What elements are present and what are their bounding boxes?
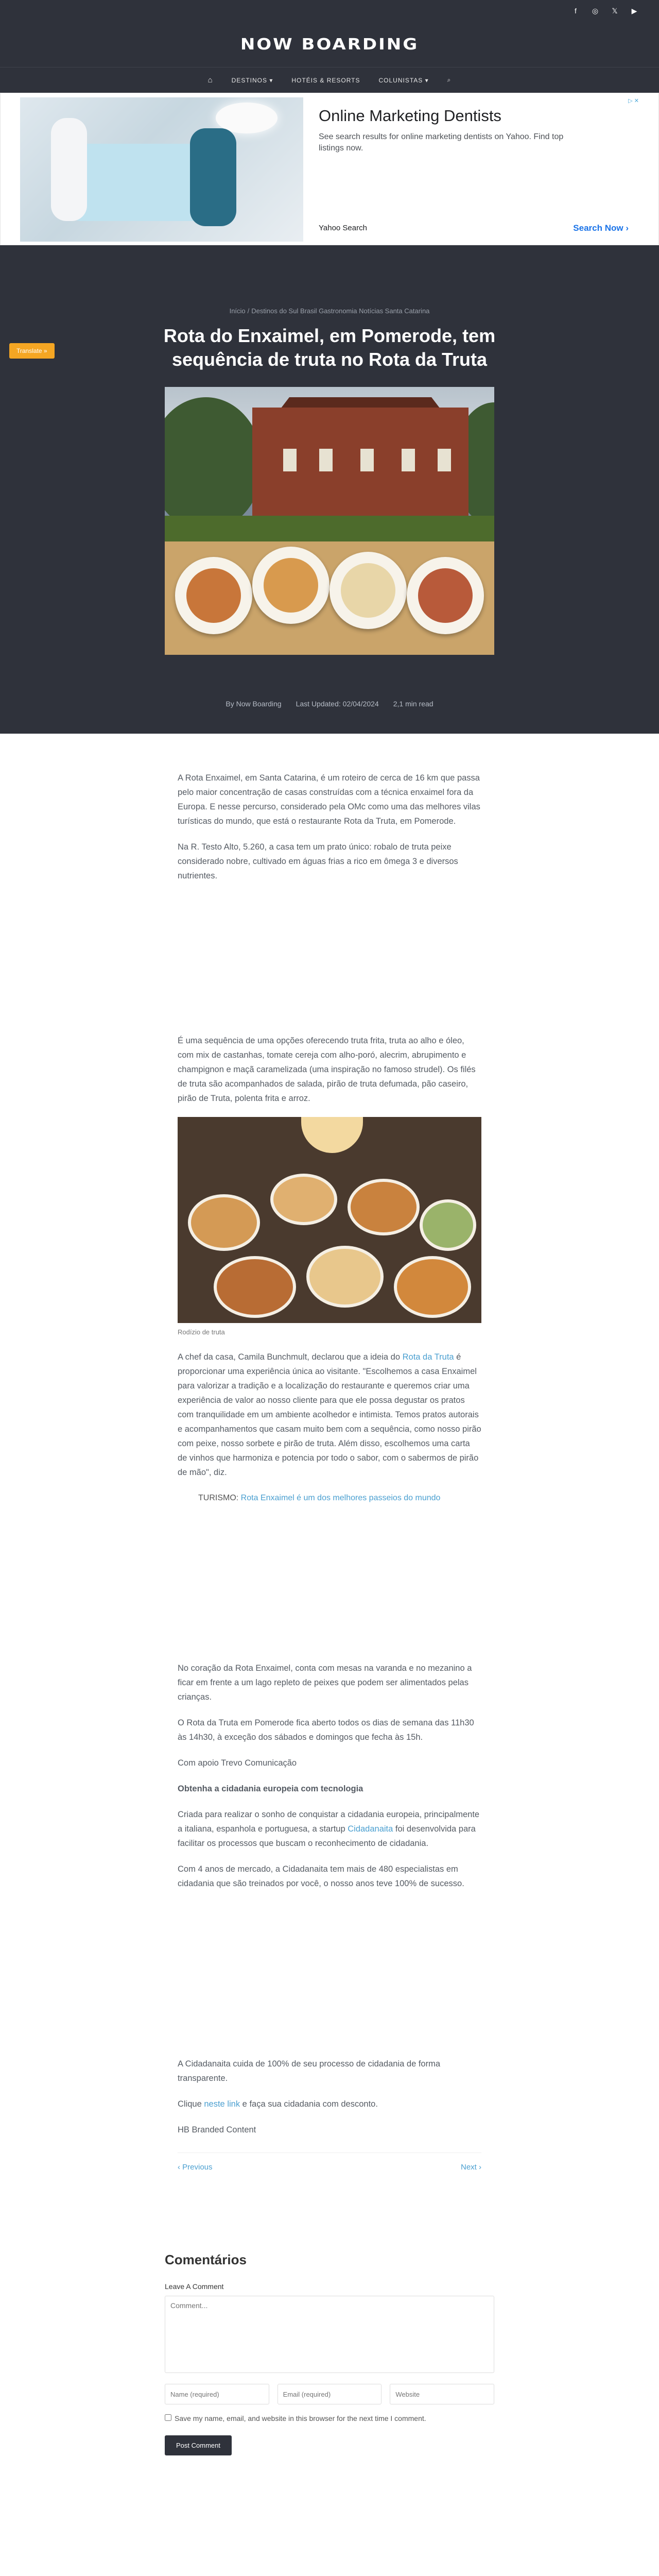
- save-info: [165, 2413, 494, 2424]
- next-post-link[interactable]: Next ›: [460, 2163, 481, 2172]
- related-posts: [72, 2455, 587, 2576]
- food-image: [178, 1117, 481, 1323]
- translate-badge[interactable]: Translate »: [9, 343, 55, 359]
- ad-slot: [178, 1517, 481, 1661]
- comment-textarea[interactable]: [165, 2296, 494, 2373]
- ad-person: [51, 118, 87, 221]
- nav-item-colunistas[interactable]: COLUNISTAS ▾: [378, 76, 429, 84]
- nav-item-hoteis[interactable]: HOTÉIS & RESORTS: [291, 76, 360, 84]
- bold-text: Obtenha a cidadania europeia com tecnologia: [178, 1784, 363, 1793]
- text: é proporcionar uma experiência única ao visitante. "Escolhemos a casa Enxaimel para valorizar a tradição e a localização do restaurante e queremos criar uma experiência de valor ao nosso cliente para que ele possa degustar os pratos com tranquilidade em um ambiente acolhedor e intimista. Temos pratos autorais e acompanhamentos que casam muito bem com a sequência, como nosso pirão com peixe, nosso sorbete e pirão de truta. Além disso, escolhemos uma carta de vinhos que harmoniza e potencia por todo o sabor, com o sabermos de pirão de mão", diz.: [178, 1352, 481, 1477]
- ad-slot: [178, 894, 481, 1033]
- ad-slot: [178, 1902, 481, 2057]
- nav-item-destinos[interactable]: DESTINOS ▾: [231, 76, 273, 84]
- paragraph: Com apoio Trevo Comunicação: [178, 1758, 297, 1768]
- paragraph: [178, 2097, 481, 2111]
- text: e faça sua cidadania com desconto.: [240, 2099, 378, 2109]
- paragraph: Na R. Testo Alto, 5.260, a casa tem um prato único: robalo de truta peixe considerado nobre, cultivado em águas frias a rico em ômega 3 e diversos nutrientes.: [178, 842, 458, 880]
- article-hero: [0, 245, 659, 734]
- tourism-label: TURISMO:: [198, 1494, 241, 1502]
- paragraph: Com 4 anos de mercado, a Cidadanaita tem mais de 480 especialistas em cidadania que são treinados por você, o nosso anos teve 100% de sucesso.: [178, 1865, 464, 1888]
- save-info-checkbox[interactable]: [165, 2414, 171, 2421]
- nav-item-label: DESTINOS: [231, 76, 267, 84]
- logo-row: [0, 22, 659, 67]
- paragraph: [178, 1350, 481, 1480]
- text: Clique: [178, 2099, 204, 2109]
- ad-choices-icon[interactable]: ▷ ✕: [628, 98, 639, 104]
- search-icon[interactable]: ⌕: [447, 76, 452, 83]
- text: foi desenvolvida para facilitar os processos que buscam o reconhecimento de cidadania.: [178, 1824, 476, 1848]
- paragraph: A Cidadanaita cuida de 100% de seu processo de cidadania de forma transparente.: [178, 2059, 441, 2083]
- tourism-link[interactable]: Rota Enxaimel é um dos melhores passeios do mundo: [240, 1494, 441, 1502]
- site-header: [0, 0, 659, 93]
- ad-image: [20, 97, 303, 242]
- email-field[interactable]: [278, 2384, 382, 2404]
- leave-comment-label: Leave A Comment: [165, 2282, 224, 2291]
- ad-copy: [303, 97, 639, 241]
- ad-cta-button[interactable]: Search Now ›: [573, 223, 629, 233]
- paragraph: [178, 1807, 481, 1851]
- post-pagination: [178, 2153, 481, 2175]
- read-time: 2,1 min read: [393, 700, 433, 708]
- facebook-icon[interactable]: f: [575, 7, 577, 15]
- paragraph: HB Branded Content: [178, 2125, 256, 2134]
- paragraph: A Rota Enxaimel, em Santa Catarina, é um roteiro de cerca de 16 km que passa pelo maior concentração de casas construídas com a técnica enxaimel fora da Europa. E nesse percurso, considerado pela OMc como uma das melhores vilas turísticas do mundo, que está o restaurante Rota da Truta, em Pomerode.: [178, 773, 480, 826]
- comments-section: [165, 2175, 494, 2455]
- paragraph: É uma sequência de uma opções oferecendo truta frita, truta ao alho e óleo, com mix de castanhas, tomate cereja com alho-poró, alecrim, abrupimento e champignon e maçã caramelizada (uma inspiração no famoso strudel). Os filés de truta são acompanhados de salada, pirão de truta defumada, pão caseiro, pirão de Truta, polenta frita e arroz.: [178, 1036, 476, 1103]
- save-info-label: Save my name, email, and website in this browser for the next time I comment.: [175, 2414, 426, 2422]
- ad-source: Yahoo Search: [319, 224, 367, 232]
- top-social-bar: [0, 0, 659, 22]
- comment-inputs: [165, 2384, 494, 2404]
- site-logo[interactable]: NOW BOARDING: [240, 35, 419, 54]
- hero-image: [165, 387, 494, 655]
- updated-date: Last Updated: 02/04/2024: [296, 700, 379, 708]
- cidadanaita-link[interactable]: Cidadanaita: [348, 1824, 393, 1834]
- ad-person: [190, 128, 236, 226]
- image-caption: Rodízio de truta: [178, 1328, 225, 1336]
- youtube-icon[interactable]: ▶: [631, 6, 637, 15]
- article-body: [178, 734, 481, 2175]
- paragraph: No coração da Rota Enxaimel, conta com mesas na varanda e no mezanino a ficar em frente a um lago repleto de peixes que podem ser alimentados pelas crianças.: [178, 1664, 472, 1702]
- post-comment-button[interactable]: Post Comment: [165, 2435, 232, 2455]
- ad-title[interactable]: Online Marketing Dentists: [319, 107, 501, 125]
- instagram-icon[interactable]: ◎: [592, 6, 599, 15]
- text: A chef da casa, Camila Bunchmult, declarou que a ideia do: [178, 1352, 403, 1362]
- home-icon[interactable]: ⌂: [207, 76, 213, 84]
- paragraph-heading: [178, 1782, 481, 1796]
- main-nav: [0, 67, 659, 93]
- article-meta: [0, 700, 659, 708]
- nav-item-label: COLUNISTAS: [378, 76, 423, 84]
- x-icon[interactable]: 𝕏: [612, 6, 618, 15]
- previous-post-link[interactable]: ‹ Previous: [178, 2163, 213, 2172]
- name-field[interactable]: [165, 2384, 269, 2404]
- breadcrumb-home[interactable]: Início: [229, 307, 246, 315]
- ad-banner[interactable]: [0, 93, 659, 245]
- text: Criada para realizar o sonho de conquistar a cidadania europeia, principalmente a italiana, espanhola e portuguesa, a startup: [178, 1810, 480, 1834]
- breadcrumb: Início / Destinos do Sul Brasil Gastronomia Notícias Santa Catarina: [229, 307, 430, 315]
- comments-heading: Comentários: [165, 2252, 247, 2267]
- rota-da-truta-link[interactable]: Rota da Truta: [402, 1352, 454, 1362]
- tourism-callout: [178, 1491, 481, 1505]
- author[interactable]: By Now Boarding: [226, 700, 282, 708]
- paragraph: O Rota da Truta em Pomerode fica aberto todos os dias de semana das 11h30 às 14h30, à exceção dos sábados e domingos que fecha às 15h.: [178, 1718, 474, 1742]
- breadcrumb-categories[interactable]: Destinos do Sul Brasil Gastronomia Notícias Santa Catarina: [251, 307, 430, 315]
- page-title: Rota do Enxaimel, em Pomerode, tem sequência de truta no Rota da Truta: [163, 325, 496, 370]
- website-field[interactable]: [390, 2384, 494, 2404]
- ad-description: See search results for online marketing dentists on Yahoo. Find top listings now.: [319, 132, 564, 152]
- discount-link[interactable]: neste link: [204, 2099, 240, 2109]
